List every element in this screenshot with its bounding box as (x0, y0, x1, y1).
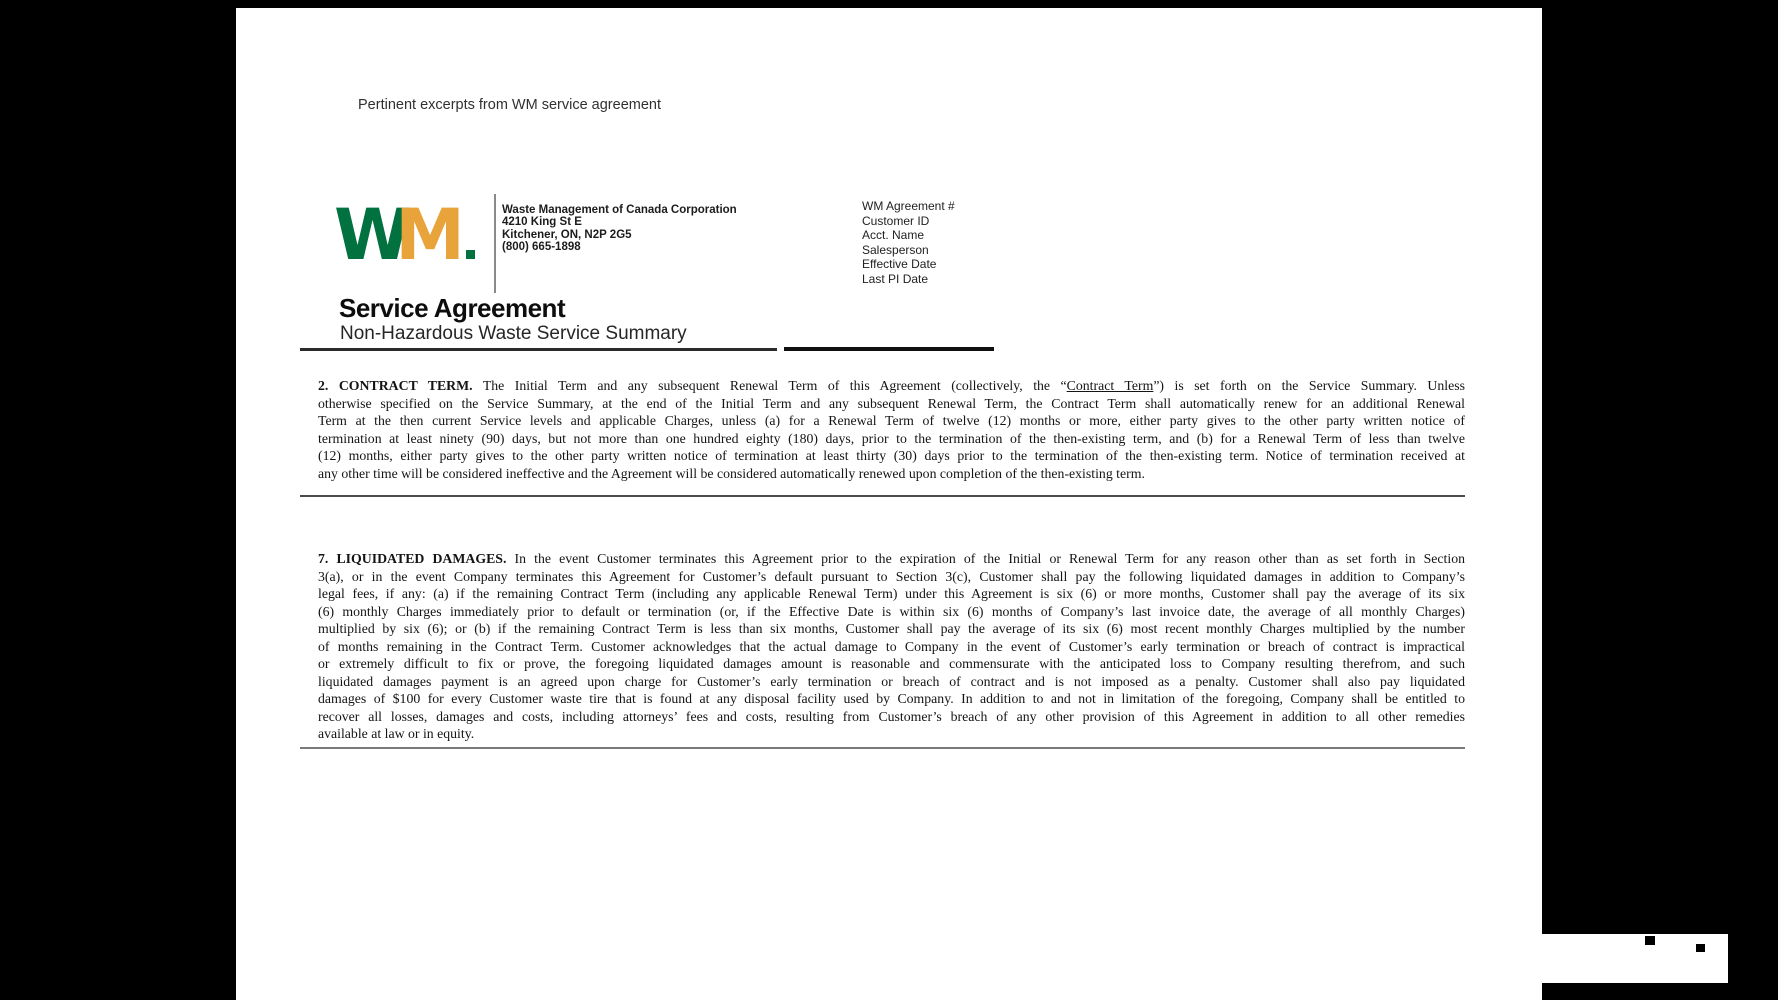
paragraph-line: (12) months, either party gives to the other party written notice of termination at least thirty (30) days prior to the termination of the then-existing term. Notice of termination received at (318, 448, 1465, 464)
notch-square-2 (1696, 944, 1705, 952)
notch-square-1 (1645, 936, 1655, 945)
header-underline-left (300, 348, 777, 351)
header-vertical-divider (494, 194, 496, 293)
paragraph-line: (6) monthly Charges immediately prior to default or termination (or, if the Effective Date is within six (6) months of Company’s last invoice date, the average of all monthly Charges) (318, 603, 1465, 619)
paragraph-line: recover all losses, damages and costs, including attorneys’ fees and costs, resulting from Customer’s breach of any other provision of this Agreement in addition to all other remedies (318, 708, 1465, 724)
wm-logo-m: M (395, 194, 463, 276)
paragraph-line: 3(a), or in the event Company terminates this Agreement for Customer’s default pursuant to Section 3(c), Customer shall pay the following liquidated damages in addition to Company’s (318, 568, 1465, 584)
field-acct-name: Acct. Name (862, 228, 925, 243)
section-divider-rule-2 (300, 747, 1465, 749)
wm-logo (334, 194, 475, 276)
paragraph-line: Term at the then current Service levels and applicable Charges, unless (a) for a Renewal Term of twelve (12) months or more, either party gives to the other party written notice of (318, 413, 1465, 429)
paragraph-line: or extremely difficult to fix or prove, the foregoing liquidated damages amount is reasonable and commensurate with the anticipated loss to Company resulting therefrom, and such (318, 656, 1465, 672)
section-heading: 7. LIQUIDATED DAMAGES. (318, 551, 507, 566)
section-liquidated-damages (318, 550, 1465, 743)
paragraph-line: liquidated damages payment is an agreed upon charge for Customer’s early termination or breach of contract and is not imposed as a penalty. Customer shall also pay liquidated (318, 673, 1465, 689)
company-address-block (502, 204, 737, 254)
field-effective-date: Effective Date (862, 257, 937, 272)
document-note: Pertinent excerpts from WM service agreement (358, 97, 661, 113)
paragraph-line: multiplied by six (6); or (b) if the remaining Contract Term is less than six months, Customer shall pay the average of its six (6) most recent monthly Charges multiplied by the number (318, 621, 1465, 637)
paragraph-line (318, 550, 1465, 568)
company-city: Kitchener, ON, N2P 2G5 (502, 228, 632, 241)
paragraph-line: available at law or in equity. (318, 726, 475, 742)
section-heading: 2. CONTRACT TERM. (318, 378, 473, 393)
wm-logo-w: W (334, 194, 410, 276)
field-last-pi-date: Last PI Date (862, 271, 929, 286)
wm-logo-dot-icon (466, 250, 475, 259)
document-title: Service Agreement (339, 293, 566, 323)
paragraph-text: In the event Customer terminates this Agreement prior to the expiration of the Initial or Renewal Term for any reason other than as set forth in Section (506, 551, 1465, 566)
paragraph-text: The Initial Term and any subsequent Renewal Term of this Agreement (collectively, the “Contract Term”) is set forth on the Service Summary. Unless (472, 378, 1465, 393)
section-contract-term (318, 377, 1465, 482)
field-salesperson: Salesperson (862, 242, 929, 257)
field-wm-agreement-number: WM Agreement # (862, 199, 955, 213)
paragraph-line: termination at least ninety (90) days, but not more than one hundred eighty (180) days, prior to the termination of the then-existing term, and (b) for a Renewal Term of less than twelve (318, 430, 1465, 446)
overlay-notch (1542, 934, 1728, 983)
paragraph-line (318, 377, 1465, 395)
paragraph-line: damages of $100 for every Customer waste tire that is found at any disposal facility used by Company. In addition to and not in limitation of the foregoing, Company shall be entitled to (318, 691, 1465, 707)
paragraph-line: any other time will be considered ineffective and the Agreement will be considered automatically renewed upon completion of the then-existing term. (318, 465, 1145, 481)
document-subtitle: Non-Hazardous Waste Service Summary (340, 323, 687, 344)
paragraph-line: otherwise specified on the Service Summary, at the end of the Initial Term and any subsequent Renewal Term, the Contract Term shall automatically renew for an additional Renewal (318, 395, 1465, 411)
document-page (236, 8, 1542, 1000)
section-divider-rule-1 (300, 495, 1465, 497)
company-phone: (800) 665-1898 (502, 241, 581, 254)
paragraph-line: legal fees, if any: (a) if the remaining Contract Term (including any applicable Renewal Term) under this Agreement is six (6) or more months, Customer shall pay the average of its six (318, 586, 1465, 602)
company-street: 4210 King St E (502, 216, 582, 229)
company-name: Waste Management of Canada Corporation (502, 204, 737, 216)
field-customer-id: Customer ID (862, 213, 930, 228)
agreement-fields-block (862, 199, 955, 287)
paragraph-line: of months remaining in the Contract Term. Customer acknowledges that the actual damage to Company in the event of Customer’s early termination or breach of contract is impractical (318, 638, 1465, 654)
header-underline-right (784, 347, 994, 351)
